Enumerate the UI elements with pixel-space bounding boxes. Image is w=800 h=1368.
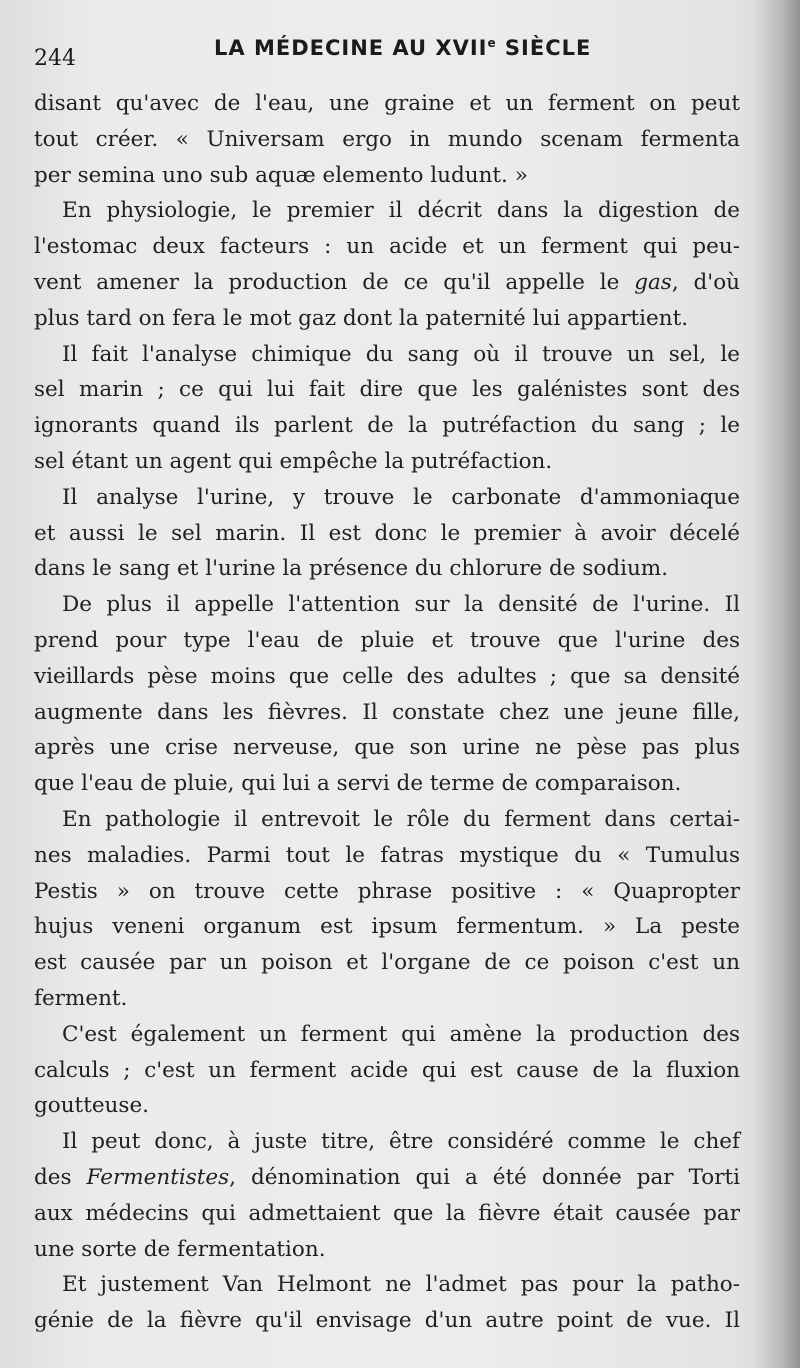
- text-line: plus tard on fera le mot gaz dont la paternité lui appartient.: [34, 305, 689, 331]
- text-line: ferment.: [34, 985, 128, 1011]
- italic-term: gas: [634, 269, 672, 295]
- text-line: En physiologie, le premier il décrit dans la digestion de: [62, 198, 740, 224]
- text-line: De plus il appelle l'attention sur la densité de l'urine. Il: [62, 592, 740, 618]
- text-line: génie de la fièvre qu'il envisage d'un autre point de vue. Il: [34, 1308, 740, 1334]
- text-line: prend pour type l'eau de pluie et trouve que l'urine des: [34, 627, 740, 653]
- text-line: Et justement Van Helmont ne l'admet pas pour la patho-: [62, 1272, 740, 1298]
- text-line: [34, 1160, 740, 1196]
- text-line: goutteuse.: [34, 1093, 149, 1119]
- text-line: Il analyse l'urine, y trouve le carbonate d'ammoniaque: [62, 484, 740, 510]
- text-line: et aussi le sel marin. Il est donc le premier à avoir décelé: [34, 520, 740, 546]
- text-line: augmente dans les fièvres. Il constate chez une jeune fille,: [34, 699, 740, 725]
- text-line: l'estomac deux facteurs : un acide et un ferment qui peu-: [34, 234, 740, 260]
- text-line: est causée par un poison et l'organe de ce poison c'est un: [34, 950, 740, 976]
- page-header: [34, 34, 734, 74]
- text-line: dans le sang et l'urine la présence du chlorure de sodium.: [34, 556, 669, 582]
- text-line: Il peut donc, à juste titre, être considéré comme le chef: [62, 1129, 740, 1155]
- text-line: hujus veneni organum est ipsum fermentum. » La peste: [34, 914, 740, 940]
- text-line: vieillards pèse moins que celle des adultes ; que sa densité: [34, 663, 740, 689]
- page-number: 244: [34, 46, 76, 71]
- text-line: calculs ; c'est un ferment acide qui est cause de la fluxion: [34, 1057, 740, 1083]
- text-line: disant qu'avec de l'eau, une graine et un ferment on peut: [34, 91, 740, 116]
- running-title-superscript: e: [487, 36, 497, 50]
- text-line: [34, 265, 740, 301]
- text-segment: , dénomination qui a été donnée par Torti: [229, 1164, 740, 1190]
- running-title-main: LA MÉDECINE AU XVII: [214, 36, 488, 60]
- italic-term: Fermentistes: [86, 1164, 230, 1190]
- text-line: Il fait l'analyse chimique du sang où il trouve un sel, le: [62, 341, 740, 367]
- text-line: nes maladies. Parmi tout le fatras mystique du « Tumulus: [34, 842, 740, 868]
- text-line: per semina uno sub aquæ elemento ludunt. »: [34, 162, 528, 188]
- text-line: que l'eau de pluie, qui lui a servi de terme de comparaison.: [34, 771, 682, 797]
- text-line: En pathologie il entrevoit le rôle du ferment dans certai-: [62, 806, 740, 832]
- body-text: [34, 86, 740, 1339]
- text-line: tout créer. « Universam ergo in mundo scenam fermenta: [34, 126, 740, 152]
- text-line: sel étant un agent qui empêche la putréfaction.: [34, 448, 553, 474]
- text-segment: , d'où: [671, 269, 740, 295]
- text-segment: des: [34, 1164, 87, 1190]
- text-line: C'est également un ferment qui amène la production des: [62, 1021, 740, 1047]
- text-line: une sorte de fermentation.: [34, 1236, 326, 1262]
- text-segment: vent amener la production de ce qu'il appelle le: [34, 269, 635, 295]
- running-title: [214, 36, 591, 60]
- running-title-tail: SIÈCLE: [496, 36, 592, 60]
- text-line: sel marin ; ce qui lui fait dire que les galénistes sont des: [34, 377, 740, 403]
- page-edge-shadow: [754, 0, 800, 1368]
- text-line: après une crise nerveuse, que son urine ne pèse pas plus: [34, 735, 740, 761]
- text-line: aux médecins qui admettaient que la fièvre était causée par: [34, 1200, 740, 1226]
- text-line: Pestis » on trouve cette phrase positive : « Quapropter: [34, 878, 740, 904]
- text-line: ignorants quand ils parlent de la putréfaction du sang ; le: [34, 413, 740, 439]
